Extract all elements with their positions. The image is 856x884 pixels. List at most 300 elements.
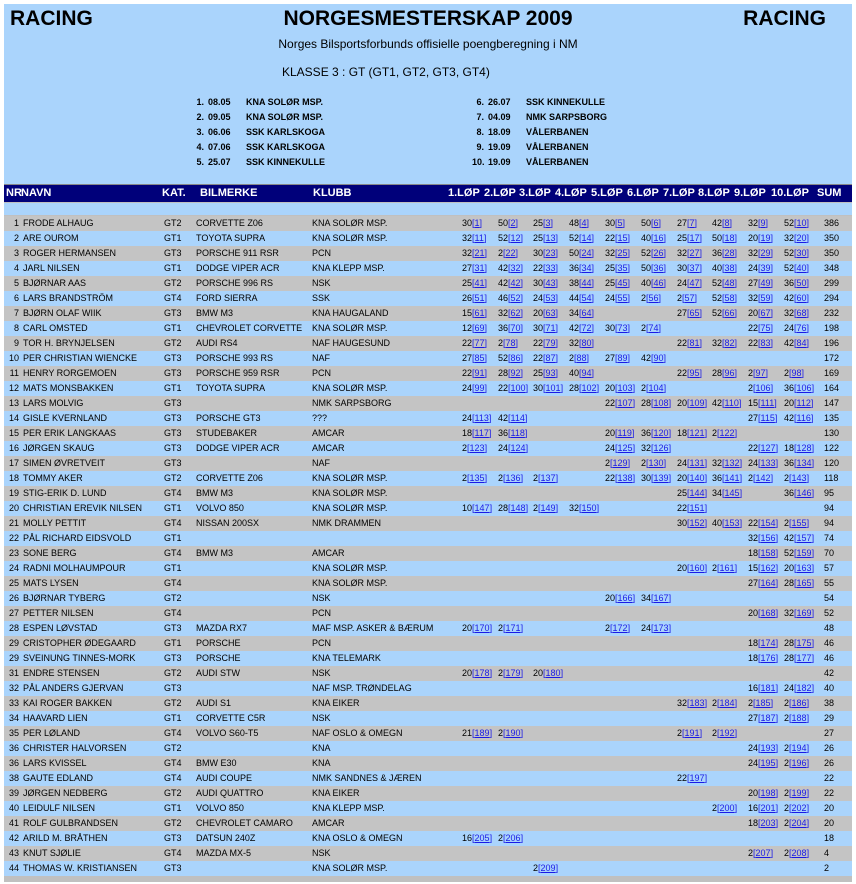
driver-name: CHRISTIAN EREVIK NILSEN	[23, 503, 143, 513]
driver-name: ROGER HERMANSEN	[23, 248, 117, 258]
row-number: 29	[8, 638, 19, 648]
result-reference-link[interactable]: [57]	[682, 293, 698, 303]
race-result-cell	[498, 413, 527, 423]
result-reference-link[interactable]: [118]	[508, 428, 528, 438]
result-reference-link[interactable]: [81]	[687, 338, 703, 348]
result-reference-link[interactable]: [180]	[543, 668, 564, 678]
race-result-cell	[677, 503, 707, 513]
result-reference-link[interactable]: [49]	[758, 278, 774, 288]
result-reference-link[interactable]: [158]	[758, 548, 779, 558]
reference-number: 81	[689, 338, 700, 348]
result-reference-link[interactable]: [24]	[579, 248, 595, 258]
race-date: 04.09	[488, 112, 511, 122]
result-reference-link[interactable]: [5]	[615, 218, 626, 228]
result-reference-link[interactable]: [71]	[543, 323, 559, 333]
result-reference-link[interactable]: [172]	[610, 623, 631, 633]
result-reference-link[interactable]: [20]	[794, 233, 810, 243]
row-number: 19	[8, 488, 19, 498]
result-reference-link[interactable]: [200]	[717, 803, 738, 813]
result-reference-link[interactable]: [27]	[687, 248, 703, 258]
race-venue: SSK KARLSKOGA	[246, 127, 326, 137]
result-reference-link[interactable]: [149]	[538, 503, 559, 513]
result-reference-link[interactable]: [25]	[615, 248, 631, 258]
result-reference-link[interactable]: [169]	[794, 608, 815, 618]
result-reference-link[interactable]: [73]	[615, 323, 631, 333]
result-reference-link[interactable]: [196]	[789, 758, 810, 768]
result-reference-link[interactable]: [183]	[687, 698, 708, 708]
result-reference-link[interactable]: [143]	[789, 473, 810, 483]
result-reference-link[interactable]: [13]	[543, 233, 559, 243]
class-cell: GT3	[164, 428, 182, 438]
result-reference-link[interactable]: [75]	[758, 323, 774, 333]
reference-number: 133	[760, 458, 776, 468]
race-result-cell	[712, 368, 737, 378]
result-reference-link[interactable]: [90]	[651, 353, 667, 363]
result-reference-link[interactable]: [106]	[794, 383, 815, 393]
result-reference-link[interactable]: [72]	[579, 323, 595, 333]
result-reference-link[interactable]: [190]	[503, 728, 524, 738]
result-reference-link[interactable]: [53]	[543, 293, 559, 303]
result-reference-link[interactable]: [185]	[753, 698, 774, 708]
result-reference-link[interactable]: [193]	[758, 743, 779, 753]
result-reference-link[interactable]: [108]	[651, 398, 672, 408]
class-cell: GT3	[164, 833, 182, 843]
result-reference-link[interactable]: [37]	[687, 263, 703, 273]
result-reference-link[interactable]: [65]	[687, 308, 703, 318]
result-reference-link[interactable]: [15]	[615, 233, 631, 243]
result-reference-link[interactable]: [87]	[543, 353, 559, 363]
result-reference-link[interactable]: [159]	[794, 548, 815, 558]
result-reference-link[interactable]: [109]	[687, 398, 708, 408]
result-reference-link[interactable]: [157]	[794, 533, 815, 543]
car-cell: AUDI RS4	[196, 338, 238, 348]
result-reference-link[interactable]: [31]	[472, 263, 488, 273]
result-points: 2	[569, 353, 575, 363]
result-reference-link[interactable]: [167]	[651, 593, 672, 603]
race-result-cell	[462, 728, 492, 738]
result-reference-link[interactable]: [83]	[758, 338, 774, 348]
result-reference-link[interactable]: [133]	[758, 458, 779, 468]
result-reference-link[interactable]: [11]	[472, 233, 487, 243]
result-reference-link[interactable]: [61]	[472, 308, 488, 318]
result-reference-link[interactable]: [132]	[722, 458, 743, 468]
reference-number: 129	[612, 458, 628, 468]
result-reference-link[interactable]: [120]	[651, 428, 672, 438]
result-reference-link[interactable]: [18]	[722, 233, 738, 243]
result-reference-link[interactable]: [9]	[758, 218, 769, 228]
result-reference-link[interactable]: [69]	[472, 323, 488, 333]
result-reference-link[interactable]: [128]	[794, 443, 815, 453]
result-reference-link[interactable]: [76]	[794, 323, 810, 333]
result-points: 15	[748, 398, 759, 408]
result-reference-link[interactable]: [176]	[758, 653, 779, 663]
result-reference-link[interactable]: [7]	[687, 218, 698, 228]
result-reference-link[interactable]: [1]	[472, 218, 483, 228]
spacer-row	[4, 203, 852, 215]
result-reference-link[interactable]: [64]	[579, 308, 595, 318]
result-reference-link[interactable]: [99]	[472, 383, 488, 393]
result-reference-link[interactable]: [141]	[722, 473, 743, 483]
result-points: 42	[712, 218, 723, 228]
result-reference-link[interactable]: [100]	[508, 383, 529, 393]
reference-number: 70	[510, 323, 521, 333]
result-reference-link[interactable]: [177]	[794, 653, 815, 663]
result-reference-link[interactable]: [19]	[758, 233, 774, 243]
result-reference-link[interactable]: [85]	[472, 353, 488, 363]
result-reference-link[interactable]: [138]	[615, 473, 636, 483]
result-reference-link[interactable]: [155]	[789, 518, 810, 528]
result-reference-link[interactable]: [82]	[722, 338, 738, 348]
result-reference-link[interactable]: [119]	[615, 428, 635, 438]
result-reference-link[interactable]: [168]	[758, 608, 779, 618]
result-reference-link[interactable]: [145]	[722, 488, 743, 498]
reference-number: 104	[648, 383, 664, 393]
result-reference-link[interactable]: [79]	[543, 338, 559, 348]
result-reference-link[interactable]: [116]	[794, 413, 814, 423]
result-reference-link[interactable]: [8]	[722, 218, 733, 228]
result-reference-link[interactable]: [66]	[722, 308, 738, 318]
result-reference-link[interactable]: [123]	[467, 443, 488, 453]
reference-number: 107	[617, 398, 633, 408]
result-reference-link[interactable]: [93]	[543, 368, 559, 378]
result-reference-link[interactable]: [134]	[794, 458, 815, 468]
result-reference-link[interactable]: [26]	[651, 248, 667, 258]
result-reference-link[interactable]: [166]	[615, 593, 636, 603]
race-venue: KNA SOLØR MSP.	[246, 112, 324, 122]
race-result-cell	[712, 803, 737, 813]
result-reference-link[interactable]: [59]	[758, 293, 774, 303]
result-reference-link[interactable]: [126]	[651, 443, 672, 453]
race-result-cell	[533, 323, 558, 333]
result-reference-link[interactable]: [164]	[758, 578, 779, 588]
table-row	[4, 741, 852, 756]
result-reference-link[interactable]: [70]	[508, 323, 524, 333]
result-reference-link[interactable]: [106]	[753, 383, 774, 393]
result-reference-link[interactable]: [144]	[687, 488, 708, 498]
result-reference-link[interactable]: [181]	[758, 683, 779, 693]
result-points: 2	[498, 473, 504, 483]
table-row	[4, 321, 852, 336]
race-result-cell	[748, 653, 778, 663]
race-result-cell	[641, 248, 666, 258]
result-reference-link[interactable]: [50]	[794, 278, 810, 288]
result-reference-link[interactable]: [86]	[508, 353, 524, 363]
result-reference-link[interactable]: [195]	[758, 758, 779, 768]
result-reference-link[interactable]: [163]	[794, 563, 815, 573]
race-result-cell	[498, 668, 523, 678]
result-reference-link[interactable]: [84]	[794, 338, 810, 348]
result-reference-link[interactable]: [114]	[508, 413, 528, 423]
result-reference-link[interactable]: [16]	[651, 233, 667, 243]
result-reference-link[interactable]: [191]	[682, 728, 703, 738]
result-reference-link[interactable]: [161]	[717, 563, 738, 573]
result-reference-link[interactable]: [125]	[615, 443, 636, 453]
result-reference-link[interactable]: [33]	[543, 263, 559, 273]
table-row	[4, 546, 852, 561]
race-result-cell	[712, 428, 737, 438]
reference-number: 63	[545, 308, 556, 318]
race-result-cell	[462, 308, 487, 318]
result-reference-link[interactable]: [89]	[615, 353, 631, 363]
result-reference-link[interactable]: [54]	[579, 293, 595, 303]
result-reference-link[interactable]: [112]	[794, 398, 814, 408]
reference-number: 116	[796, 413, 811, 423]
result-reference-link[interactable]: [136]	[503, 473, 524, 483]
result-points: 30	[605, 218, 616, 228]
result-reference-link[interactable]: [38]	[722, 263, 738, 273]
reference-number: 44	[581, 278, 592, 288]
result-reference-link[interactable]: [35]	[615, 263, 631, 273]
result-reference-link[interactable]: [139]	[651, 473, 672, 483]
reference-number: 195	[760, 758, 776, 768]
result-reference-link[interactable]: [94]	[579, 368, 595, 378]
result-points: 2	[784, 518, 790, 528]
result-points: 25	[677, 488, 688, 498]
result-points: 20	[605, 383, 616, 393]
result-reference-link[interactable]: [171]	[503, 623, 524, 633]
table-row	[4, 711, 852, 726]
result-reference-link[interactable]: [162]	[758, 563, 779, 573]
result-reference-link[interactable]: [23]	[543, 248, 559, 258]
result-points: 32	[784, 308, 795, 318]
driver-name: PÅL RICHARD EIDSVOLD	[23, 533, 132, 543]
race-result-cell	[533, 218, 553, 228]
result-reference-link[interactable]: [170]	[472, 623, 493, 633]
row-number: 9	[13, 338, 19, 348]
race-result-cell	[569, 248, 594, 258]
result-reference-link[interactable]: [58]	[722, 293, 738, 303]
result-reference-link[interactable]: [10]	[794, 218, 810, 228]
result-reference-link[interactable]: [91]	[472, 368, 488, 378]
driver-name: JARL NILSEN	[23, 263, 80, 273]
result-reference-link[interactable]: [30]	[794, 248, 810, 258]
result-reference-link[interactable]: [194]	[789, 743, 810, 753]
reference-number: 109	[689, 398, 705, 408]
result-reference-link[interactable]: [184]	[717, 698, 738, 708]
result-reference-link[interactable]: [42]	[508, 278, 524, 288]
result-reference-link[interactable]: [178]	[472, 668, 493, 678]
reference-number: 35	[617, 263, 628, 273]
result-reference-link[interactable]: [188]	[789, 713, 810, 723]
result-points: 20	[784, 563, 795, 573]
result-reference-link[interactable]: [187]	[758, 713, 779, 723]
result-reference-link[interactable]: [43]	[543, 278, 559, 288]
result-reference-link[interactable]: [186]	[789, 698, 810, 708]
result-points: 2	[533, 503, 539, 513]
class-cell: GT4	[164, 518, 182, 528]
result-points: 50	[569, 248, 580, 258]
result-reference-link[interactable]: [110]	[722, 398, 742, 408]
result-reference-link[interactable]: [147]	[472, 503, 493, 513]
result-reference-link[interactable]: [32]	[508, 263, 524, 273]
result-reference-link[interactable]: [104]	[646, 383, 667, 393]
race-result-cell	[748, 533, 778, 543]
result-reference-link[interactable]: [77]	[472, 338, 488, 348]
result-reference-link[interactable]: [208]	[789, 848, 810, 858]
result-reference-link[interactable]: [92]	[508, 368, 524, 378]
result-reference-link[interactable]: [41]	[472, 278, 488, 288]
result-reference-link[interactable]: [40]	[794, 263, 810, 273]
club-cell: NMK SARPSBORG	[312, 398, 392, 408]
result-reference-link[interactable]: [121]	[687, 428, 708, 438]
result-reference-link[interactable]: [39]	[758, 263, 774, 273]
result-points: 15	[748, 563, 759, 573]
result-reference-link[interactable]: [46]	[651, 278, 667, 288]
reference-number: 77	[474, 338, 485, 348]
row-number: 20	[8, 503, 19, 513]
club-cell: KNA SOLØR MSP.	[312, 503, 388, 513]
result-reference-link[interactable]: [175]	[794, 638, 815, 648]
class-cell: GT4	[164, 608, 182, 618]
result-reference-link[interactable]: [204]	[789, 818, 810, 828]
table-row	[4, 411, 852, 426]
result-reference-link[interactable]: [153]	[722, 518, 743, 528]
result-reference-link[interactable]: [60]	[794, 293, 810, 303]
result-reference-link[interactable]: [34]	[579, 263, 595, 273]
result-reference-link[interactable]: [127]	[758, 443, 779, 453]
reference-number: 64	[581, 308, 592, 318]
result-reference-link[interactable]: [103]	[615, 383, 636, 393]
result-reference-link[interactable]: [3]	[543, 218, 554, 228]
result-reference-link[interactable]: [206]	[503, 833, 524, 843]
result-reference-link[interactable]: [203]	[758, 818, 779, 828]
race-result-cell	[677, 278, 702, 288]
result-reference-link[interactable]: [131]	[687, 458, 708, 468]
result-reference-link[interactable]: [14]	[579, 233, 595, 243]
result-reference-link[interactable]: [111]	[758, 398, 777, 408]
race-result-cell	[748, 563, 778, 573]
result-reference-link[interactable]: [156]	[758, 533, 779, 543]
result-reference-link[interactable]: [45]	[615, 278, 631, 288]
result-points: 2	[712, 728, 718, 738]
driver-name: MATS MONSBAKKEN	[23, 383, 114, 393]
result-reference-link[interactable]: [135]	[467, 473, 488, 483]
result-reference-link[interactable]: [146]	[794, 488, 815, 498]
result-reference-link[interactable]: [55]	[615, 293, 631, 303]
result-reference-link[interactable]: [51]	[472, 293, 488, 303]
result-reference-link[interactable]: [48]	[722, 278, 738, 288]
result-reference-link[interactable]: [189]	[472, 728, 493, 738]
race-result-cell	[462, 383, 487, 393]
result-reference-link[interactable]: [63]	[543, 308, 559, 318]
result-reference-link[interactable]: [4]	[579, 218, 590, 228]
result-reference-link[interactable]: [98]	[789, 368, 805, 378]
result-reference-link[interactable]: [96]	[722, 368, 738, 378]
result-reference-link[interactable]: [2]	[508, 218, 519, 228]
result-reference-link[interactable]: [174]	[758, 638, 779, 648]
result-reference-link[interactable]: [201]	[758, 803, 779, 813]
result-reference-link[interactable]: [205]	[472, 833, 493, 843]
row-number: 36	[8, 758, 19, 768]
result-points: 20	[784, 398, 795, 408]
result-reference-link[interactable]: [68]	[794, 308, 810, 318]
result-reference-link[interactable]: [197]	[687, 773, 708, 783]
reference-number: 46	[653, 278, 664, 288]
result-reference-link[interactable]: [199]	[789, 788, 810, 798]
result-reference-link[interactable]: [179]	[503, 668, 524, 678]
reference-number: 15	[617, 233, 628, 243]
car-cell: AUDI STW	[196, 668, 240, 678]
result-reference-link[interactable]: [165]	[794, 578, 815, 588]
result-reference-link[interactable]: [160]	[687, 563, 708, 573]
result-reference-link[interactable]: [21]	[472, 248, 488, 258]
result-reference-link[interactable]: [28]	[722, 248, 738, 258]
result-reference-link[interactable]: [148]	[508, 503, 529, 513]
result-reference-link[interactable]: [107]	[615, 398, 636, 408]
result-reference-link[interactable]: [152]	[687, 518, 708, 528]
result-points: 32	[748, 218, 759, 228]
result-reference-link[interactable]: [140]	[687, 473, 708, 483]
result-reference-link[interactable]: [80]	[579, 338, 595, 348]
row-number: 31	[8, 668, 19, 678]
result-reference-link[interactable]: [130]	[646, 458, 667, 468]
result-reference-link[interactable]: [122]	[717, 428, 738, 438]
result-reference-link[interactable]: [22]	[503, 248, 519, 258]
result-reference-link[interactable]: [47]	[687, 278, 703, 288]
table-row	[4, 846, 852, 861]
result-reference-link[interactable]: [207]	[753, 848, 774, 858]
race-number: 3.	[196, 127, 204, 137]
result-reference-link[interactable]: [78]	[503, 338, 519, 348]
result-reference-link[interactable]: [113]	[472, 413, 492, 423]
table-row	[4, 771, 852, 786]
result-reference-link[interactable]: [198]	[758, 788, 779, 798]
result-reference-link[interactable]: [52]	[508, 293, 524, 303]
result-reference-link[interactable]: [115]	[758, 413, 778, 423]
reference-number: 85	[474, 353, 485, 363]
race-result-cell	[748, 758, 778, 768]
result-reference-link[interactable]: [129]	[610, 458, 631, 468]
race-result-cell	[641, 353, 666, 363]
club-cell: KNA TELEMARK	[312, 653, 381, 663]
result-reference-link[interactable]: [6]	[651, 218, 662, 228]
reference-number: 106	[755, 383, 771, 393]
result-reference-link[interactable]: [97]	[753, 368, 769, 378]
result-reference-link[interactable]: [88]	[574, 353, 590, 363]
result-reference-link[interactable]: [62]	[508, 308, 524, 318]
row-number: 39	[8, 788, 19, 798]
reference-number: 132	[724, 458, 740, 468]
result-reference-link[interactable]: [36]	[651, 263, 667, 273]
result-reference-link[interactable]: [12]	[508, 233, 524, 243]
result-reference-link[interactable]: [182]	[794, 683, 815, 693]
result-reference-link[interactable]: [101]	[543, 383, 564, 393]
result-reference-link[interactable]: [44]	[579, 278, 595, 288]
result-reference-link[interactable]: [117]	[472, 428, 492, 438]
result-reference-link[interactable]: [74]	[646, 323, 662, 333]
result-reference-link[interactable]: [192]	[717, 728, 738, 738]
result-reference-link[interactable]: [17]	[687, 233, 703, 243]
result-reference-link[interactable]: [173]	[651, 623, 672, 633]
result-reference-link[interactable]: [102]	[579, 383, 600, 393]
result-reference-link[interactable]: [202]	[789, 803, 810, 813]
result-reference-link[interactable]: [95]	[687, 368, 703, 378]
result-reference-link[interactable]: [137]	[538, 473, 559, 483]
result-reference-link[interactable]: [29]	[758, 248, 774, 258]
result-reference-link[interactable]: [209]	[538, 863, 559, 873]
result-reference-link[interactable]: [124]	[508, 443, 529, 453]
result-reference-link[interactable]: [154]	[758, 518, 779, 528]
result-reference-link[interactable]: [56]	[646, 293, 662, 303]
result-reference-link[interactable]: [150]	[579, 503, 600, 513]
race-result-cell	[784, 653, 814, 663]
reference-number: 101	[545, 383, 561, 393]
result-reference-link[interactable]: [151]	[687, 503, 708, 513]
result-reference-link[interactable]: [142]	[753, 473, 774, 483]
result-reference-link[interactable]: [67]	[758, 308, 774, 318]
reference-number: 154	[760, 518, 776, 528]
race-result-cell	[712, 473, 742, 483]
